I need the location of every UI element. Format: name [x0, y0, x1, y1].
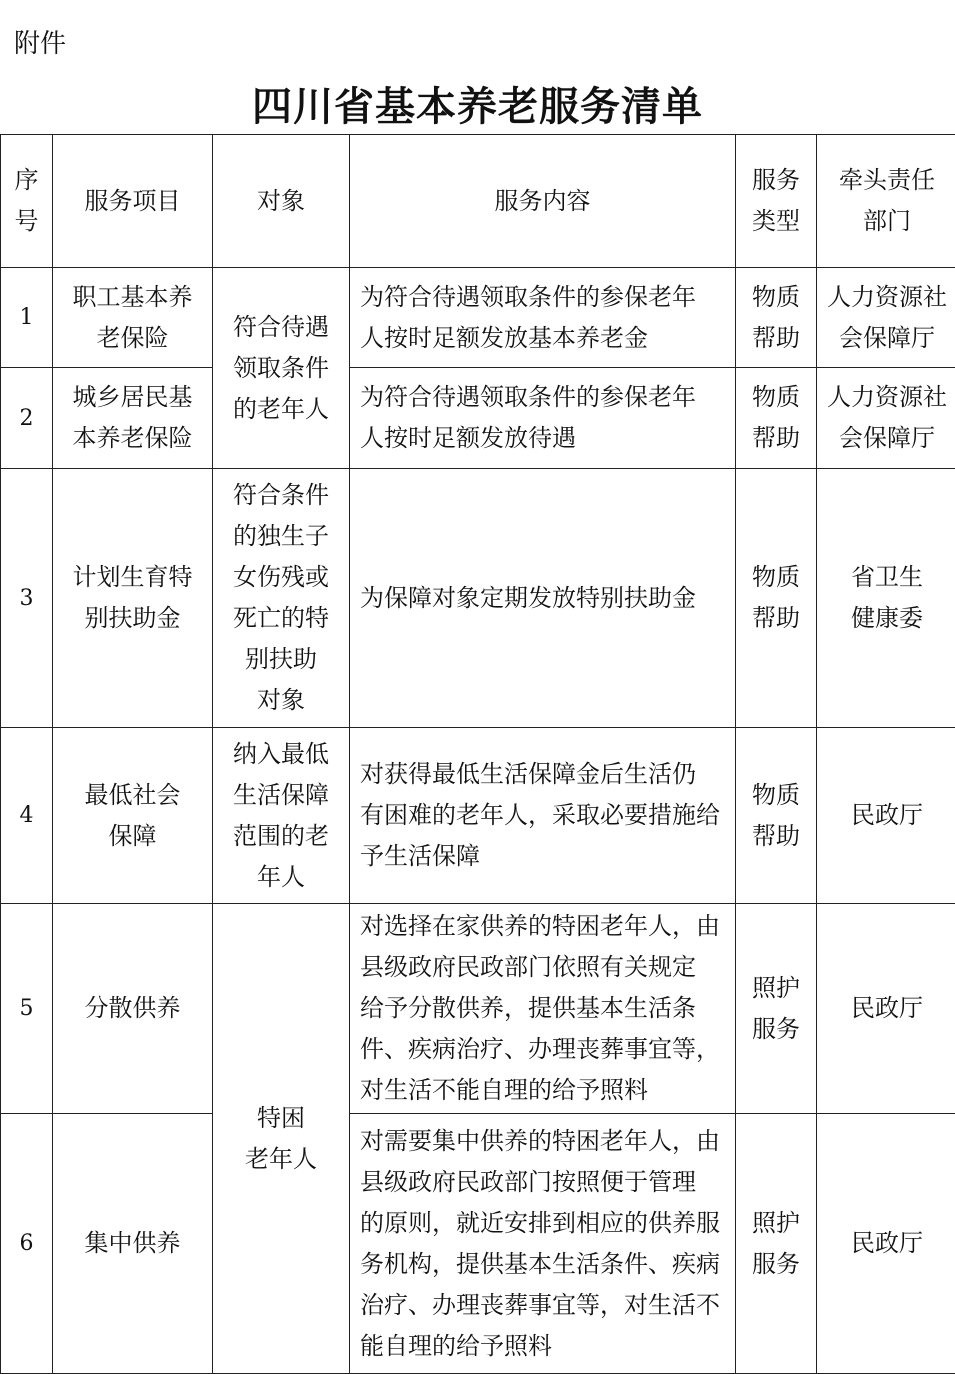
text-line: 年人 [219, 857, 343, 898]
row-content [350, 268, 736, 368]
row-target [213, 469, 350, 728]
row-item [53, 469, 213, 728]
text-line: 服务 [742, 1009, 810, 1050]
row-seq: 1 [1, 268, 53, 368]
row-target-merged [213, 268, 350, 469]
text-line: 件、疾病治疗、办理丧葬事宜等， [360, 1029, 727, 1070]
row-item [53, 268, 213, 368]
row-type [736, 368, 817, 469]
row-dept [817, 469, 955, 728]
text-line: 人力资源社 [823, 377, 951, 418]
text-line: 对获得最低生活保障金后生活仍 [360, 754, 727, 795]
row-seq: 2 [1, 368, 53, 469]
text-line: 序 [7, 160, 46, 201]
text-line: 特困 [219, 1098, 343, 1139]
text-line: 帮助 [742, 418, 810, 459]
row-item [53, 904, 213, 1114]
text-line: 对象 [219, 680, 343, 721]
text-line: 的原则，就近安排到相应的供养服 [360, 1203, 727, 1244]
attachment-label: 附件 [14, 24, 66, 64]
text-line: 老年人 [219, 1139, 343, 1180]
table-row [1, 904, 955, 1114]
text-line: 的老年人 [219, 389, 343, 430]
row-dept [817, 368, 955, 469]
header-type [736, 135, 817, 268]
text-line: 有困难的老年人，采取必要措施给 [360, 795, 727, 836]
text-line: 对生活不能自理的给予照料 [360, 1070, 727, 1111]
text-line: 物质 [742, 277, 810, 318]
row-content [350, 469, 736, 728]
row-type [736, 469, 817, 728]
text-line: 集中供养 [59, 1223, 206, 1264]
text-line: 类型 [742, 201, 810, 242]
row-type [736, 728, 817, 904]
header-item: 服务项目 [53, 135, 213, 268]
row-dept [817, 904, 955, 1114]
text-line: 生活保障 [219, 775, 343, 816]
text-line: 最低社会 [59, 775, 206, 816]
row-type [736, 1114, 817, 1374]
header-seq [1, 135, 53, 268]
row-seq: 5 [1, 904, 53, 1114]
text-line: 物质 [742, 775, 810, 816]
text-line: 为符合待遇领取条件的参保老年 [360, 377, 727, 418]
row-dept [817, 728, 955, 904]
header-dept [817, 135, 955, 268]
text-line: 人力资源社 [823, 277, 951, 318]
text-line: 民政厅 [823, 988, 951, 1029]
table-row [1, 1114, 955, 1374]
text-line: 保障 [59, 816, 206, 857]
table-row [1, 469, 955, 728]
text-line: 物质 [742, 377, 810, 418]
text-line: 县级政府民政部门依照有关规定 [360, 947, 727, 988]
text-line: 人按时足额发放基本养老金 [360, 318, 727, 359]
text-line: 县级政府民政部门按照便于管理 [360, 1162, 727, 1203]
text-line: 本养老保险 [59, 418, 206, 459]
text-line: 为符合待遇领取条件的参保老年 [360, 277, 727, 318]
text-line: 分散供养 [59, 988, 206, 1029]
text-line: 照护 [742, 968, 810, 1009]
text-line: 予生活保障 [360, 836, 727, 877]
row-item [53, 728, 213, 904]
text-line: 范围的老 [219, 816, 343, 857]
text-line: 计划生育特 [59, 557, 206, 598]
text-line: 给予分散供养，提供基本生活条 [360, 988, 727, 1029]
row-dept [817, 268, 955, 368]
text-line: 的独生子 [219, 516, 343, 557]
text-line: 照护 [742, 1203, 810, 1244]
text-line: 部门 [823, 201, 951, 242]
row-content [350, 904, 736, 1114]
row-target [213, 728, 350, 904]
text-line: 为保障对象定期发放特别扶助金 [360, 578, 727, 619]
text-line: 别扶助金 [59, 598, 206, 639]
text-line: 帮助 [742, 598, 810, 639]
table-row [1, 368, 955, 469]
row-content [350, 1114, 736, 1374]
table-header-row [1, 135, 955, 268]
text-line: 会保障厅 [823, 418, 951, 459]
header-target: 对象 [213, 135, 350, 268]
service-list-table [0, 134, 955, 1374]
row-dept [817, 1114, 955, 1374]
text-line: 领取条件 [219, 348, 343, 389]
text-line: 对选择在家供养的特困老年人，由 [360, 906, 727, 947]
row-item [53, 368, 213, 469]
text-line: 帮助 [742, 816, 810, 857]
text-line: 牵头责任 [823, 160, 951, 201]
text-line: 能自理的给予照料 [360, 1326, 727, 1367]
text-line: 民政厅 [823, 795, 951, 836]
row-type [736, 904, 817, 1114]
row-seq: 3 [1, 469, 53, 728]
text-line: 务机构，提供基本生活条件、疾病 [360, 1244, 727, 1285]
text-line: 纳入最低 [219, 734, 343, 775]
text-line: 服务 [742, 1244, 810, 1285]
text-line: 号 [7, 201, 46, 242]
text-line: 别扶助 [219, 639, 343, 680]
text-line: 帮助 [742, 318, 810, 359]
text-line: 城乡居民基 [59, 377, 206, 418]
header-content: 服务内容 [350, 135, 736, 268]
text-line: 符合待遇 [219, 307, 343, 348]
row-content [350, 368, 736, 469]
text-line: 对需要集中供养的特困老年人，由 [360, 1121, 727, 1162]
text-line: 物质 [742, 557, 810, 598]
document-title: 四川省基本养老服务清单 [0, 78, 955, 136]
row-type [736, 268, 817, 368]
row-seq: 6 [1, 1114, 53, 1374]
row-item [53, 1114, 213, 1374]
table-row [1, 728, 955, 904]
text-line: 服务 [742, 160, 810, 201]
table-row [1, 268, 955, 368]
text-line: 省卫生 [823, 557, 951, 598]
text-line: 会保障厅 [823, 318, 951, 359]
text-line: 死亡的特 [219, 598, 343, 639]
row-target-merged [213, 904, 350, 1374]
text-line: 健康委 [823, 598, 951, 639]
row-seq: 4 [1, 728, 53, 904]
row-content [350, 728, 736, 904]
text-line: 民政厅 [823, 1223, 951, 1264]
text-line: 女伤残或 [219, 557, 343, 598]
text-line: 职工基本养 [59, 277, 206, 318]
text-line: 人按时足额发放待遇 [360, 418, 727, 459]
text-line: 符合条件 [219, 475, 343, 516]
text-line: 治疗、办理丧葬事宜等，对生活不 [360, 1285, 727, 1326]
text-line: 老保险 [59, 318, 206, 359]
